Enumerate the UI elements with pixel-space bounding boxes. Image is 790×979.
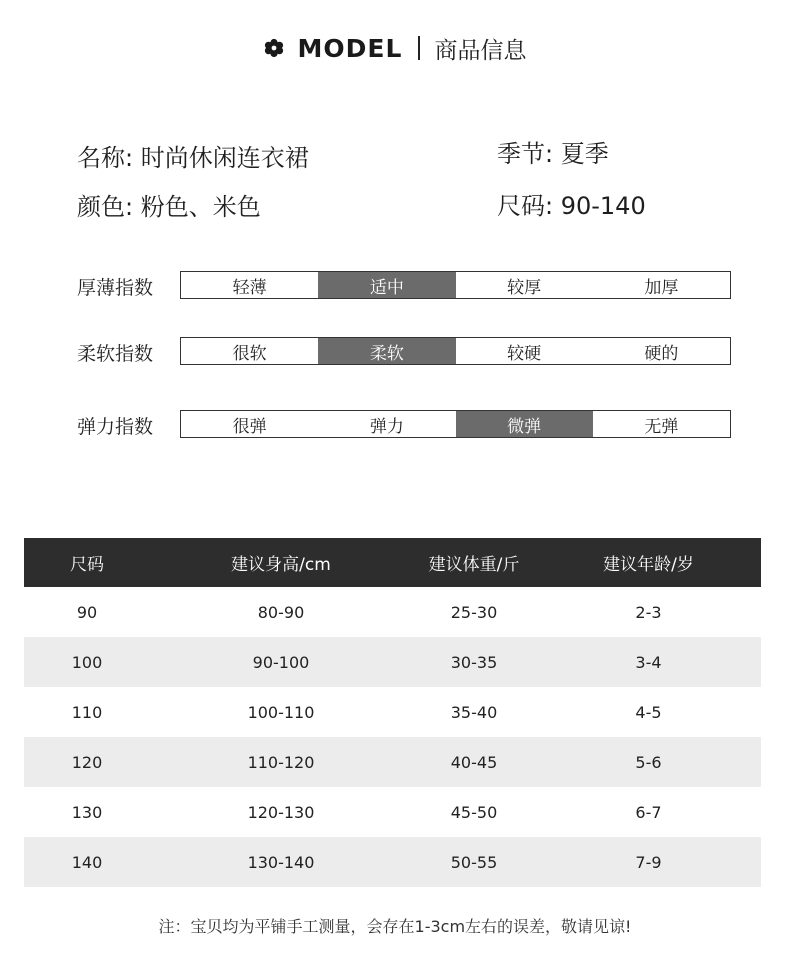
- scale-option-selected: 柔软: [318, 338, 455, 364]
- product-name: 名称: 时尚休闲连衣裙: [77, 144, 309, 172]
- cell-height: 100-110: [247, 702, 315, 722]
- scale-label: 弹力指数: [77, 416, 154, 438]
- cell-size: 140: [24, 837, 150, 887]
- size-chart-header: [24, 538, 761, 587]
- scale-option: 轻薄: [232, 277, 267, 298]
- scale-option: 硬的: [644, 343, 679, 364]
- cell-weight: 35-40: [450, 702, 498, 722]
- cell-height: 110-120: [150, 737, 412, 787]
- scale-option: 加厚: [644, 277, 679, 298]
- cell-age: 6-7: [635, 802, 662, 822]
- scale-option: 较硬: [507, 343, 542, 364]
- scale-option-selected: 微弹: [456, 411, 593, 437]
- cell-age: 3-4: [536, 637, 761, 687]
- page-header: [0, 30, 790, 66]
- header-height: 建议身高/cm: [150, 538, 412, 587]
- scale-option: 无弹: [644, 416, 679, 437]
- cell-age: 7-9: [536, 837, 761, 887]
- cell-weight: 25-30: [450, 602, 498, 622]
- product-season: 季节: 夏季: [497, 140, 609, 168]
- table-row: [24, 787, 761, 837]
- scale-option-selected: 适中: [318, 272, 455, 298]
- table-row: [24, 837, 761, 887]
- cell-age: 5-6: [536, 737, 761, 787]
- table-row: [24, 587, 761, 637]
- scale-bar: [180, 410, 731, 438]
- cell-size: 110: [71, 702, 103, 722]
- table-row: [24, 737, 761, 787]
- scale-option: 较厚: [507, 277, 542, 298]
- cell-size: 100: [24, 637, 150, 687]
- cell-age: 2-3: [635, 602, 662, 622]
- cell-weight: 30-35: [412, 637, 536, 687]
- brand-title: MODEL: [297, 33, 403, 63]
- table-row: [24, 637, 761, 687]
- header-age: 建议年龄/岁: [536, 538, 761, 587]
- gear-flower-icon: [264, 38, 284, 58]
- header-divider: [418, 36, 420, 60]
- cell-weight: 50-55: [412, 837, 536, 887]
- scale-option: 弹力: [369, 416, 404, 437]
- cell-size: 120: [24, 737, 150, 787]
- size-chart: [24, 538, 761, 887]
- scale-bar: [180, 337, 731, 365]
- product-size-range: 尺码: 90-140: [497, 192, 646, 220]
- scale-option: 很弹: [232, 416, 267, 437]
- cell-age: 4-5: [635, 702, 662, 722]
- header-size: 尺码: [24, 538, 150, 587]
- cell-size: 130: [71, 802, 103, 822]
- header-weight: 建议体重/斤: [412, 538, 536, 587]
- cell-weight: 45-50: [450, 802, 498, 822]
- cell-size: 90: [76, 602, 98, 622]
- scale-option: 很软: [232, 343, 267, 364]
- cell-height: 90-100: [150, 637, 412, 687]
- scale-bar: [180, 271, 731, 299]
- measurement-note: 注：宝贝均为平铺手工测量，会存在1-3cm左右的误差，敬请见谅!: [158, 917, 632, 936]
- cell-height: 80-90: [257, 602, 305, 622]
- scale-label: 厚薄指数: [77, 277, 154, 299]
- cell-height: 120-130: [247, 802, 315, 822]
- scale-label: 柔软指数: [77, 343, 154, 365]
- cell-height: 130-140: [150, 837, 412, 887]
- product-color: 颜色: 粉色、米色: [77, 193, 261, 221]
- cell-weight: 40-45: [412, 737, 536, 787]
- header-subtitle: 商品信息: [434, 37, 527, 64]
- table-row: [24, 687, 761, 737]
